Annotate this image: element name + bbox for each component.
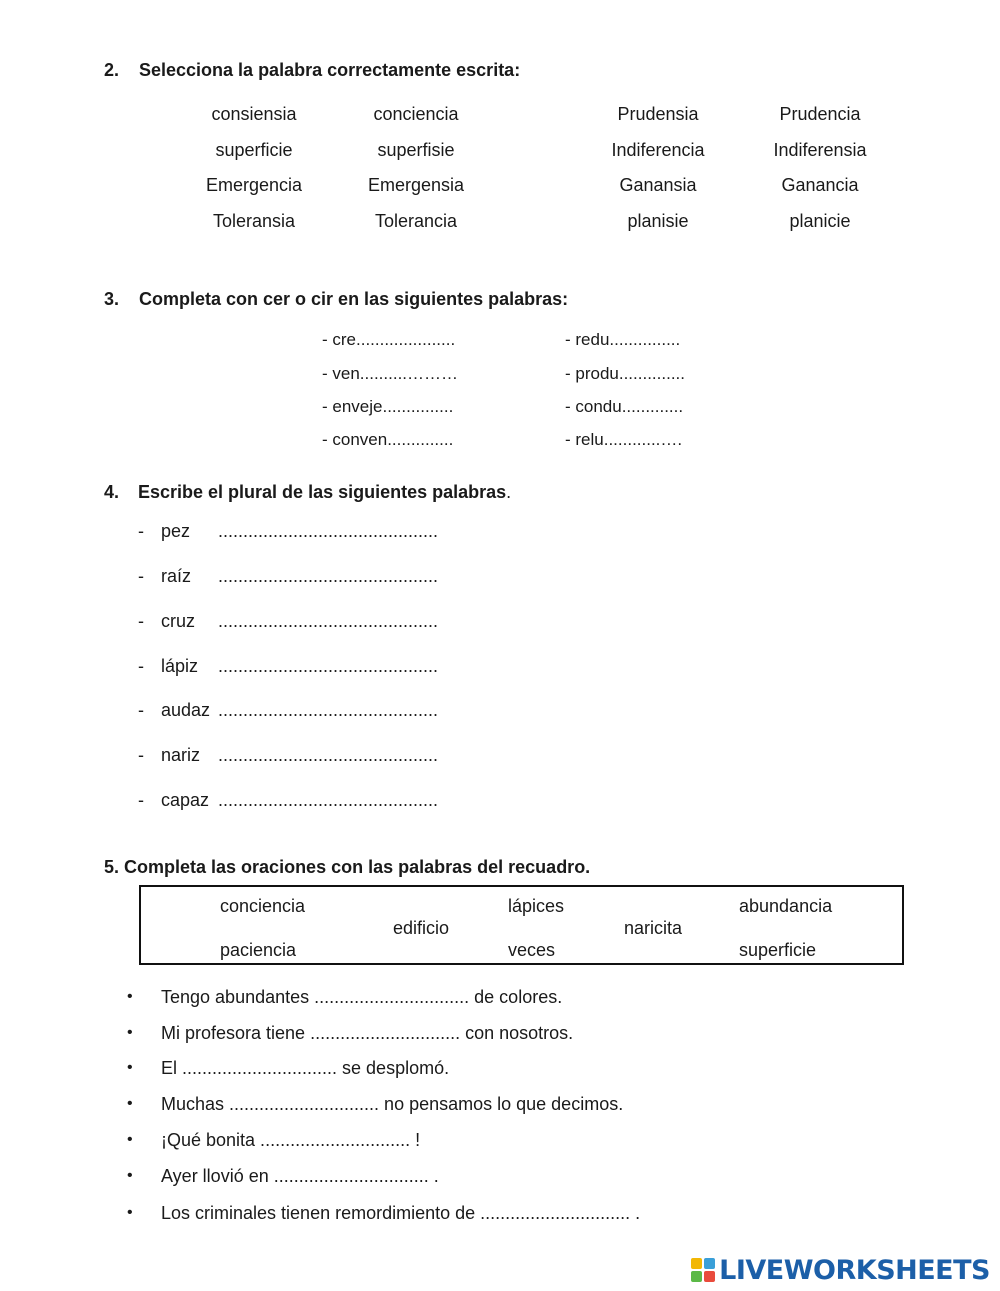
answer-blank[interactable]: ............................................	[218, 521, 439, 541]
question-4-title-text: Escribe el plural de las siguientes palabras	[138, 482, 507, 502]
logo-block-icon	[691, 1258, 702, 1269]
dash: -	[138, 790, 144, 810]
word-option[interactable]: Tolerancia	[374, 211, 458, 231]
dash: -	[138, 566, 144, 586]
sentence-item[interactable]: Los criminales tienen remordimiento de .............................. .	[161, 1203, 641, 1223]
dash: -	[138, 700, 144, 720]
sentence-item[interactable]: El ............................... se desplomó.	[161, 1058, 450, 1078]
word-option[interactable]: superficie	[215, 140, 293, 160]
word: capaz	[161, 790, 210, 810]
logo-block-icon	[704, 1258, 715, 1269]
answer-blank[interactable]: ............................................	[218, 656, 439, 676]
list-item	[138, 611, 438, 632]
logo-block-icon	[704, 1271, 715, 1282]
word-option[interactable]: Emergencia	[205, 175, 303, 195]
word-bank-item: paciencia	[220, 940, 297, 960]
word-option[interactable]: Ganancia	[781, 175, 859, 195]
question-4-title-period: .	[506, 482, 512, 502]
word-option[interactable]: Indiferencia	[611, 140, 705, 160]
list-item	[138, 521, 438, 542]
word-bank-item: superficie	[739, 940, 817, 960]
dash: -	[138, 611, 144, 631]
bullet-icon: •	[127, 988, 133, 1005]
question-3-number: 3.	[104, 289, 120, 309]
sentence-item[interactable]: Muchas .............................. no pensamos lo que decimos.	[161, 1094, 624, 1114]
dash: -	[138, 656, 144, 676]
answer-blank[interactable]: ............................................	[218, 790, 439, 810]
word-option[interactable]: Toleransia	[212, 211, 296, 231]
word: nariz	[161, 745, 201, 765]
dash: -	[138, 745, 144, 765]
answer-blank[interactable]: ............................................	[218, 745, 439, 765]
bullet-icon: •	[127, 1204, 133, 1221]
word-option[interactable]: superfisie	[377, 140, 455, 160]
list-item	[138, 700, 438, 721]
question-5-title: 5. Completa las oraciones con las palabras del recuadro.	[104, 857, 591, 877]
question-4-number: 4.	[104, 482, 120, 502]
word-option[interactable]: Prudensia	[617, 104, 699, 124]
fill-blank-item[interactable]: - condu.............	[565, 397, 684, 416]
fill-blank-item[interactable]: - enveje...............	[322, 397, 454, 416]
list-item	[138, 790, 438, 811]
sentence-item[interactable]: Mi profesora tiene .............................. con nosotros.	[161, 1023, 574, 1043]
word-bank-box	[139, 885, 904, 965]
fill-blank-item[interactable]: - cre.....................	[322, 330, 456, 349]
question-2-title: Selecciona la palabra correctamente escrita:	[139, 60, 521, 80]
sentence-item[interactable]: ¡Qué bonita .............................. !	[161, 1130, 421, 1150]
bullet-icon: •	[127, 1024, 133, 1041]
word-option[interactable]: Prudencia	[779, 104, 861, 124]
word-bank-item: veces	[508, 940, 556, 960]
logo-blocks-icon	[691, 1258, 715, 1282]
fill-blank-item[interactable]: - ven..........………	[322, 364, 459, 383]
word-option[interactable]: Ganansia	[619, 175, 697, 195]
logo-block-icon	[691, 1271, 702, 1282]
word-option[interactable]: planicie	[789, 211, 851, 231]
list-item	[138, 566, 438, 587]
sentence-item[interactable]: Tengo abundantes ............................... de colores.	[161, 987, 563, 1007]
word: pez	[161, 521, 191, 541]
word: raíz	[161, 566, 192, 586]
bullet-icon: •	[127, 1131, 133, 1148]
word-option[interactable]: conciencia	[373, 104, 459, 124]
fill-blank-item[interactable]: - relu............….	[565, 430, 683, 449]
answer-blank[interactable]: ............................................	[218, 700, 439, 720]
word-option[interactable]: Emergensia	[367, 175, 465, 195]
word-bank-item: edificio	[393, 918, 450, 938]
liveworksheets-logo	[691, 1254, 990, 1286]
list-item	[138, 656, 438, 677]
word: lápiz	[161, 656, 199, 676]
word-option[interactable]: consiensia	[211, 104, 297, 124]
question-3-title: Completa con cer o cir en las siguientes palabras:	[139, 289, 569, 309]
bullet-icon: •	[127, 1095, 133, 1112]
dash: -	[138, 521, 144, 541]
word-bank-item: naricita	[624, 918, 683, 938]
word-bank-item: conciencia	[220, 896, 306, 916]
answer-blank[interactable]: ............................................	[218, 566, 439, 586]
fill-blank-item[interactable]: - redu...............	[565, 330, 681, 349]
fill-blank-item[interactable]: - produ..............	[565, 364, 685, 383]
sentence-item[interactable]: Ayer llovió en ............................... .	[161, 1166, 439, 1186]
word: audaz	[161, 700, 211, 720]
bullet-icon: •	[127, 1059, 133, 1076]
bullet-icon: •	[127, 1167, 133, 1184]
word-option[interactable]: Indiferensia	[773, 140, 867, 160]
question-2-number: 2.	[104, 60, 120, 80]
word: cruz	[161, 611, 196, 631]
fill-blank-item[interactable]: - conven..............	[322, 430, 454, 449]
word-option[interactable]: planisie	[627, 211, 689, 231]
question-4-title	[138, 482, 511, 503]
word-bank-item: lápices	[508, 896, 565, 916]
list-item	[138, 745, 438, 766]
logo-text: LIVEWORKSHEETS	[719, 1254, 990, 1286]
answer-blank[interactable]: ............................................	[218, 611, 439, 631]
word-bank-item: abundancia	[739, 896, 833, 916]
